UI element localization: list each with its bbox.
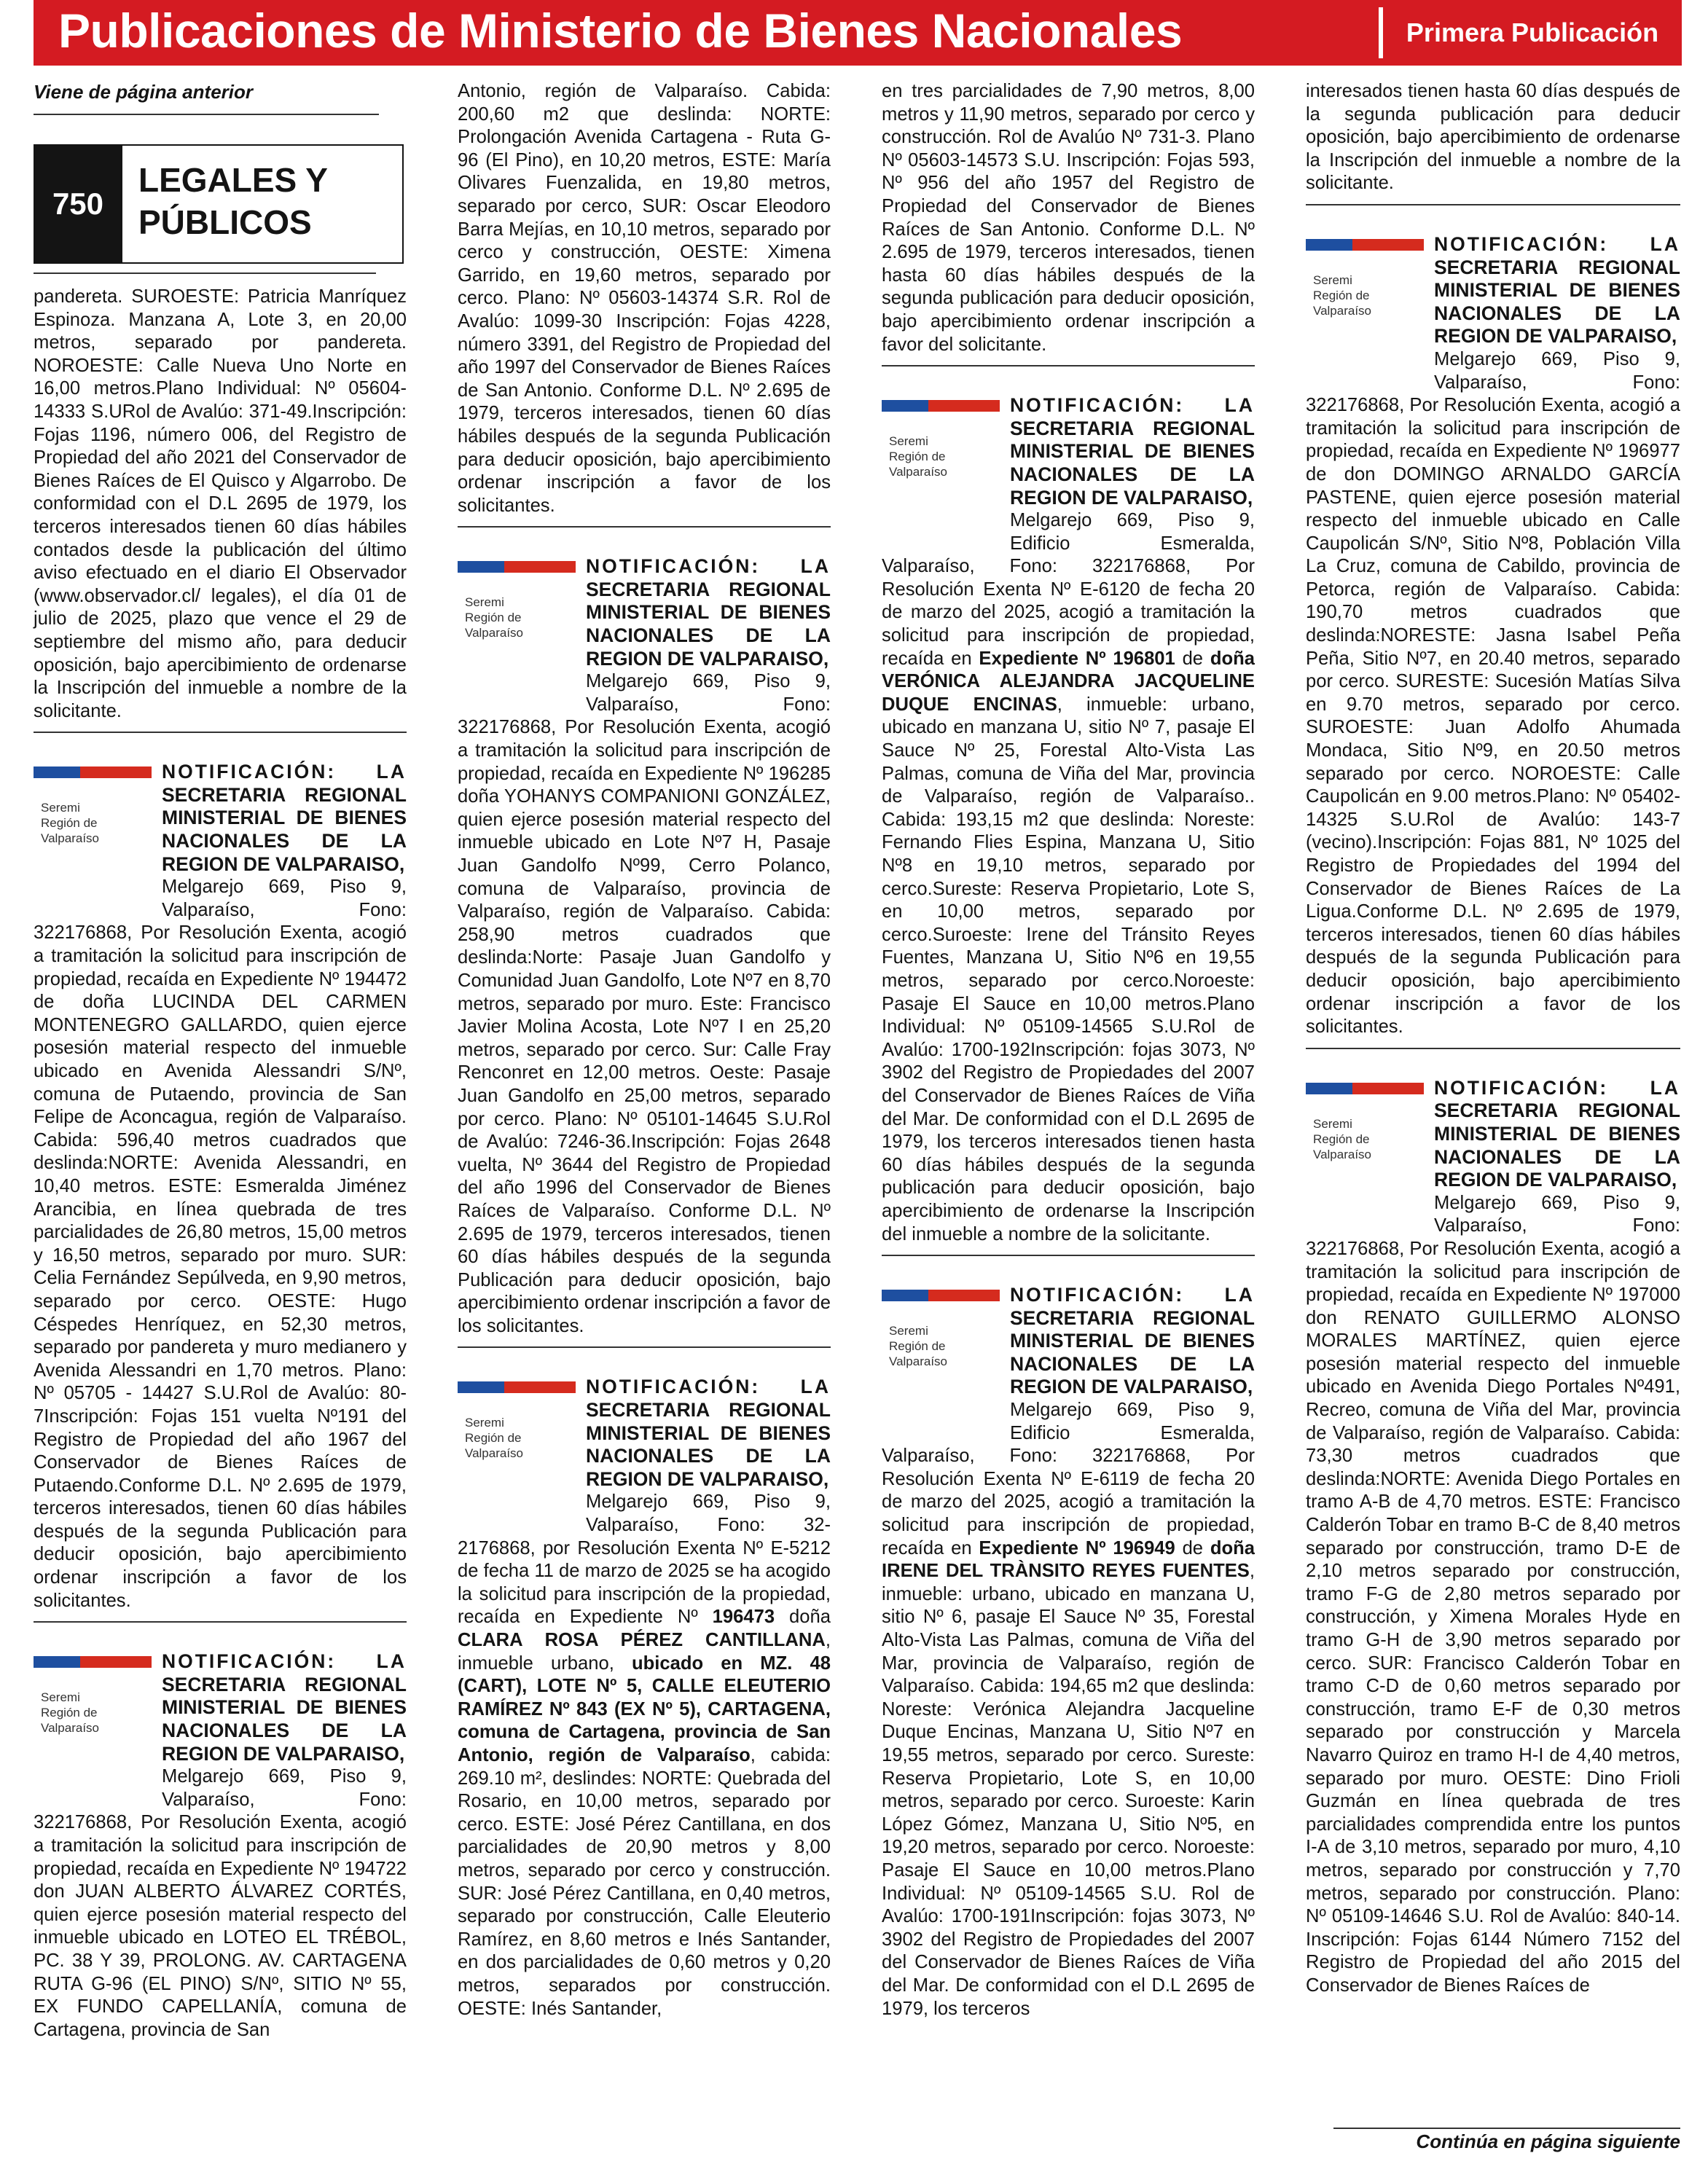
- chile-flag-icon: [458, 1381, 576, 1393]
- column-4: [1306, 80, 1680, 1998]
- notice: [458, 555, 831, 1338]
- column-1: [34, 80, 407, 2042]
- notice-body: Melgarejo 669, Piso 9, Valparaíso, Fono: 322176868, Por Resolución Exenta, acogió a tramitación la solicitud para inscripción de propiedad, recaída en Expediente Nº 194472 de doña LUCINDA DEL CARMEN MONTENEGRO GALLARDO, quien ejerce posesión material respecto del inmueble ubicado en Avenida Alessandri S/Nº, comuna de Putaendo, provincia de San Felipe de Aconcagua, región de Valparaíso. Cabida: 596,40 metros cuadrados que deslinda:NORTE: Avenida Alessandri, en 10,40 metros. ESTE: Esmeralda Jiménez Arancibia, en línea quebrada de tres parcialidades de 26,80 metros, 15,00 metros y 16,50 metros, separado por muro. SUR: Celia Fernández Sepúlveda, en 9,90 metros, separado por cerco. OESTE: Hugo Céspedes Henríquez, en 52,30 metros, separado por pandereta y muro medianero y Avenida Alessandri en 1,70 metros. Plano: Nº 05705 - 14427 S.U.Rol de Avalúo: 80-7Inscripción: Fojas 151 vuelta Nº191 del Registro de Propiedad del año 1967 del Conservador de Bienes Raíces de Putaendo.Conforme D.L. Nº 2.695 de 1979, terceros interesados, tienen 60 días hábiles después de la segunda Publicación para deducir oposición, bajo apercibimiento ordenar inscripción a favor de los solicitantes.: [34, 877, 407, 1611]
- seremi-logo: Seremi Región de Valparaíso: [458, 561, 576, 707]
- continued-notice-text: Antonio, región de Valparaíso. Cabida: 200,60 m2 que deslinda: NORTE: Prolongación Avenida Cartagena - Ruta G-96 (El Pino), en 10,20 metros, ESTE: María Olivares Fuenzalida, en 19,80 metros, separado por cerco, SUR: Oscar Eleodoro Barra Mejías, en 10,10 metros, separado por cerco y construcción, OESTE: Ximena Garrido, en 19,60 metros, separado por cerco. Plano: Nº 05603-14374 S.R. Rol de Avalúo: 1099-30 Inscripción: Fojas 4228, número 3391, del Registro de Propiedad del año 1997 del Conservador de Bienes Raíces de San Antonio. Conforme D.L. Nº 2.695 de 1979, terceros interesados, tienen 60 días hábiles después de la segunda Publicación para deducir oposición, bajo apercibimiento ordenar inscripción a favor de los solicitantes.: [458, 81, 831, 516]
- seremi-logo: Seremi Región de Valparaíso: [1306, 239, 1424, 385]
- notice-divider: [882, 1255, 1255, 1256]
- notice-divider: [1306, 204, 1680, 205]
- section-divider: [34, 272, 376, 274]
- section-name-line2: PÚBLICOS: [138, 203, 312, 241]
- notice-divider: [458, 1346, 831, 1348]
- seremi-logo: Seremi Región de Valparaíso: [458, 1381, 576, 1527]
- notice-divider: [34, 732, 407, 733]
- section-number: 750: [34, 144, 122, 264]
- notice: [34, 1650, 407, 2042]
- footer-divider: [1333, 2128, 1680, 2129]
- notice: [882, 1284, 1255, 2020]
- chile-flag-icon: [34, 1656, 152, 1668]
- continued-notice-text: en tres parcialidades de 7,90 metros, 8,00 metros y 11,90 metros, separado por cerco y construcción. Rol de Avalúo Nº 731-3. Plano Nº 05603-14573 S.U. Inscripción: Fojas 593, Nº 956 del año 1957 del Registro de Propiedad del Conservador de Bienes Raíces de San Antonio. Conforme D.L. Nº 2.695 de 1979, terceros interesados, tienen hasta 60 días hábiles después de la segunda publicación para deducir oposición, bajo apercibimiento ordenar inscripción a favor del solicitante.: [882, 81, 1255, 355]
- continued-on-next-page: Continúa en página siguiente: [1416, 2130, 1680, 2152]
- chile-flag-icon: [882, 400, 1000, 412]
- section-name: [122, 144, 404, 264]
- continued-from-label: Viene de página anterior: [34, 80, 379, 115]
- notice: [1306, 1077, 1680, 1998]
- seremi-logo: Seremi Región de Valparaíso: [1306, 1083, 1424, 1228]
- notice-divider: [34, 1621, 407, 1623]
- continued-notice-text: interesados tienen hasta 60 días después de la segunda publicación para deducir oposición, bajo apercibimiento de ordenarse la Inscripción del inmueble a nombre de la solicitante.: [1306, 81, 1680, 194]
- notice-divider: [882, 365, 1255, 366]
- section-name-line1: LEGALES Y: [138, 161, 328, 199]
- chile-flag-icon: [34, 766, 152, 778]
- chile-flag-icon: [882, 1290, 1000, 1301]
- column-2: [458, 80, 831, 2020]
- chile-flag-icon: [1306, 1083, 1424, 1094]
- seremi-logo: Seremi Región de Valparaíso: [882, 1290, 1000, 1435]
- notice: [1306, 233, 1680, 1039]
- publication-title: Publicaciones de Ministerio de Bienes Nacionales: [58, 4, 1183, 58]
- notice: [458, 1376, 831, 2020]
- notice-heading: NOTIFICACIÓN: LA SECRETARIA REGIONAL MINISTERIAL DE BIENES NACIONALES DE LA REGION DE VALPARAISO,: [586, 1376, 831, 1490]
- seremi-logo: Seremi Región de Valparaíso: [882, 400, 1000, 546]
- notice-heading: NOTIFICACIÓN: LA SECRETARIA REGIONAL MINISTERIAL DE BIENES NACIONALES DE LA REGION DE VALPARAISO,: [1010, 394, 1255, 509]
- page-header: [34, 0, 1682, 66]
- section-box: [34, 144, 407, 264]
- notice-heading: NOTIFICACIÓN: LA SECRETARIA REGIONAL MINISTERIAL DE BIENES NACIONALES DE LA REGION DE VALPARAISO,: [162, 761, 407, 875]
- notice-body: Melgarejo 669, Piso 9, Valparaíso, Fono: 32-2176868, por Resolución Exenta Nº E-5212 de fecha 11 de marzo de 2025 se ha acogido la solicitud para inscripción de la propiedad, recaída en Expediente Nº 196473 doña CLARA ROSA PÉREZ CANTILLANA, inmueble urbano, ubicado en MZ. 48 (CART), LOTE Nº 5, CALLE ELEUTERIO RAMÍREZ Nº 843 (EX Nº 5), CARTAGENA, comuna de Cartagena, provincia de San Antonio, región de Valparaíso, cabida: 269.10 m², deslindes: NORTE: Quebrada del Rosario, en 10,00 metros, separado por cerco. ESTE: José Pérez Cantillana, en dos parcialidades de 20,90 metros y 8,00 metros, separado por cerco y construcción. SUR: José Pérez Cantillana, en 0,40 metros, separado por construcción, Calle Eleuterio Ramírez, en 8,60 metros e Inés Santander, en dos parcialidades de 0,60 metros y 0,20 metros, separados por construcción. OESTE: Inés Santander,: [458, 1491, 831, 2019]
- chile-flag-icon: [458, 561, 576, 573]
- notice-body: Melgarejo 669, Piso 9, Valparaíso, Fono: 322176868, Por Resolución Exenta, acogió a tramitación la solicitud para inscripción de propiedad, recaída en Expediente Nº 196285 doña YOHANYS COMPANIONI GONZÁLEZ, quien ejerce posesión material respecto del inmueble ubicado en Lote Nº7 H, Pasaje Juan Gandolfo Nº99, Cerro Polanco, comuna de Valparaíso, provincia de Valparaíso, región de Valparaíso. Cabida: 258,90 metros cuadrados que deslinda:Norte: Pasaje Juan Gandolfo y Comunidad Juan Gandolfo, Lote Nº7 en 8,70 metros, separado por muro. Este: Francisco Javier Molina Acosta, Lote Nº7 I en 25,20 metros, separado por cerco. Sur: Calle Fray Renconret en 12,00 metros. Oeste: Pasaje Juan Gandolfo en 25,00 metros, separado por cerco. Plano: Nº 05101-14645 S.U.Rol de Avalúo: 7246-36.Inscripción: Fojas 2648 vuelta, Nº 3644 del Registro de Propiedad del año 1996 del Conservador de Bienes Raíces de Valparaíso. Conforme D.L. Nº 2.695 de 1979, terceros interesados, tienen 60 días hábiles después de la segunda Publicación para deducir oposición, bajo apercibimiento ordenar inscripción a favor de los solicitantes.: [458, 671, 831, 1336]
- first-publication-tag: Primera Publicación: [1379, 7, 1682, 58]
- notice-body: Melgarejo 669, Piso 9, Valparaíso, Fono: 322176868, Por Resolución Exenta, acogió a tramitación la solicitud para inscripción de propiedad, recaída en Expediente Nº 197000 don RENATO GUILLERMO ALONSO MORALES MARTÍNEZ, quien ejerce posesión material respecto del inmueble ubicado en Avenida Diego Portales Nº491, Recreo, comuna de Viña del Mar, provincia de Valparaíso, región de Valparaíso. Cabida: 73,30 metros cuadrados que deslinda:NORTE: Avenida Diego Portales en tramo A-B de 4,70 metros. ESTE: Francisco Calderón Tobar en tramo B-C de 8,40 metros separado por construcción, tramo D-E de 2,10 metros separado por construcción, tramo F-G de 2,80 metros separado por construcción, y Ximena Morales Hyde en tramo G-H de 3,90 metros separado por cerco. SUR: Francisco Calderón Tobar en tramo C-D de 0,60 metros separado por construcción, tramo E-F de 0,30 metros separado por construcción y Marcela Navarro Quiroz en tramo H-I de 4,40 metros, separado por muro. OESTE: Dino Frioli Guzmán en línea quebrada de tres parcialidades comprendida entre los puntos I-A de 3,10 metros, separado por muro, 4,10 metros, separado por construcción y 7,70 metros, separado por construcción. Plano: Nº 05109-14646 S.U. Rol de Avalúo: 840-14. Inscripción: Fojas 6144 Número 7152 del Registro de Propiedad del año 2015 del Conservador de Bienes Raíces de: [1306, 1192, 1680, 1996]
- notice-divider: [1306, 1048, 1680, 1049]
- continued-notice-text: pandereta. SUROESTE: Patricia Manríquez Espinoza. Manzana A, Lote 3, en 20,00 metros, separado por pandereta. NOROESTE: Calle Nueva Uno Norte en 16,00 metros.Plano Individual: Nº 05604-14333 S.URol de Avalúo: 371-49.Inscripción: Fojas 1196, número 006, del Registro de Propiedad del año 2021 del Conservador de Bienes Raíces de El Quisco y Algarrobo. De conformidad con el D.L 2695 de 1979, los terceros interesados tienen 60 días hábiles contados desde la publicación del último aviso efectuado en el diario El Observador (www.observador.cl/ legales), el día 01 de julio de 2025, plazo que vence el 29 de septiembre del mismo año, para deducir oposición, bajo apercibimiento de ordenarse la Inscripción del inmueble a nombre de la solicitante.: [34, 286, 407, 721]
- notice: [882, 394, 1255, 1246]
- column-3: [882, 80, 1255, 2020]
- notice-body: Melgarejo 669, Piso 9, Valparaíso, Fono: 322176868, Por Resolución Exenta, acogió a tramitación la solicitud para inscripción de propiedad, recaída en Expediente Nº 196977 de don DOMINGO ARNALDO GARCÍA PASTENE, quien ejerce posesión material respecto del inmueble ubicado en Calle Caupolicán S/Nº, Sitio Nº8, Población Villa La Cruz, comuna de Cabildo, provincia de Petorca, región de Valparaíso. Cabida: 190,70 metros cuadrados que deslinda:NORESTE: Jasna Isabel Peña Peña, Sitio Nº7, en 20.40 metros, separado por cerco. SURESTE: Sucesión Matías Silva en 9.70 metros, separado por cerco. SUROESTE: Juan Adolfo Ahumada Mondaca, Sitio Nº9, en 20.50 metros separado por cerco. NOROESTE: Calle Caupolicán en 9.00 metros.Plano: Nº 05402-14325 S.U.Rol de Avalúo: 143-7 (vecino).Inscripción: Fojas 881, Nº 1025 del Registro de Propiedades del 1994 del Conservador de Bienes Raíces de La Ligua.Conforme D.L. Nº 2.695 de 1979, terceros interesados, tienen 60 días hábiles después de la segunda Publicación para deducir oposición, bajo apercibimiento ordenar inscripción a favor de los solicitantes.: [1306, 348, 1680, 1038]
- notice-heading: NOTIFICACIÓN: LA SECRETARIA REGIONAL MINISTERIAL DE BIENES NACIONALES DE LA REGION DE VALPARAISO,: [162, 1650, 407, 1765]
- chile-flag-icon: [1306, 239, 1424, 251]
- notice: [34, 761, 407, 1612]
- notice-body: Melgarejo 669, Piso 9, Edificio Esmeralda, Valparaíso, Fono: 322176868, Por Resolución Exenta Nº E-6120 de fecha 20 de marzo del 2025, acogió a tramitación la solicitud para inscripción de propiedad, recaída en Expediente Nº 196801 de doña VERÓNICA ALEJANDRA JACQUELINE DUQUE ENCINAS, inmueble: urbano, ubicado en manzana U, sitio Nº 7, pasaje El Sauce Nº 25, Forestal Alto-Vista Las Palmas, comuna de Viña del Mar, provincia de Valparaíso, región de Valparaíso.. Cabida: 193,15 m2 que deslinda: Noreste: Fernando Flies Espina, Manzana U, Sitio Nº8 en 19,10 metros, separado por cerco.Sureste: Reserva Propietario, Lote S, en 10,00 metros, separado por cerco.Suroeste: Irene del Tránsito Reyes Fuentes, Manzana U, Sitio Nº6 en 19,55 metros, separado por cerco.Noroeste: Pasaje El Sauce en 10,00 metros.Plano Individual: Nº 05109-14565 S.U.Rol de Avalúo: 1700-192Inscripción: fojas 3073, Nº 3902 del Registro de Propiedades del 2007 del Conservador de Bienes Raíces de Viña del Mar. De conformidad con el D.L 2695 de 1979, los terceros interesados tienen hasta 60 días hábiles después de la segunda publicación para deducir oposición, bajo apercibimiento de ordenarse la Inscripción del inmueble a nombre de la solicitante.: [882, 510, 1255, 1244]
- notice-body: Melgarejo 669, Piso 9, Edificio Esmeralda, Valparaíso, Fono: 322176868, Por Resolución Exenta Nº E-6119 de fecha 20 de marzo del 2025, acogió a tramitación la solicitud para inscripción de propiedad, recaída en Expediente Nº 196949 de doña IRENE DEL TRÀNSITO REYES FUENTES, inmueble: urbano, ubicado en manzana U, sitio Nº 6, pasaje El Sauce Nº 35, Forestal Alto-Vista Las Palmas, comuna de Viña del Mar, provincia de Valparaíso, región de Valparaíso. Cabida: 194,65 m2 que deslinda: Noreste: Verónica Alejandra Jacqueline Duque Encinas, Manzana U, Sitio Nº7 en 19,55 metros, separado por cerco. Sureste: Reserva Propietario, Lote S, en 10,00 metros, separado por cerco. Suroeste: Karin López Gómez, Manzana U, Sitio Nº5, en 19,20 metros, separado por cerco. Noroeste: Pasaje El Sauce en 10,00 metros.Plano Individual: Nº 05109-14565 S.U. Rol de Avalúo: 1700-191Inscripción: fojas 3073, Nº 3902 del Registro de Propiedades del 2007 del Conservador de Bienes Raíces de Viña del Mar. De conformidad con el D.L 2695 de 1979, los terceros: [882, 1400, 1255, 2019]
- notice-heading: NOTIFICACIÓN: LA SECRETARIA REGIONAL MINISTERIAL DE BIENES NACIONALES DE LA REGION DE VALPARAISO,: [1434, 232, 1680, 348]
- seremi-logo: Seremi Región de Valparaíso: [34, 766, 152, 912]
- notice-divider: [458, 526, 831, 528]
- seremi-logo: Seremi Región de Valparaíso: [34, 1656, 152, 1802]
- notice-heading: NOTIFICACIÓN: LA SECRETARIA REGIONAL MINISTERIAL DE BIENES NACIONALES DE LA REGION DE VALPARAISO,: [1434, 1076, 1680, 1191]
- notice-heading: NOTIFICACIÓN: LA SECRETARIA REGIONAL MINISTERIAL DE BIENES NACIONALES DE LA REGION DE VALPARAISO,: [586, 555, 831, 670]
- notice-heading: NOTIFICACIÓN: LA SECRETARIA REGIONAL MINISTERIAL DE BIENES NACIONALES DE LA REGION DE VALPARAISO,: [1010, 1284, 1255, 1398]
- notice-body: Melgarejo 669, Piso 9, Valparaíso, Fono: 322176868, Por Resolución Exenta, acogió a tramitación la solicitud para inscripción de propiedad, recaída en Expediente Nº 194722 don JUAN ALBERTO ÁLVAREZ CORTÉS, quien ejerce posesión material respecto del inmueble ubicado en LOTEO EL TRÉBOL, PC. 38 Y 39, PROLONG. AV. CARTAGENA RUTA G-96 (EL PINO) S/Nº, SITIO Nº 55, EX FUNDO CAPELLANÍA, comuna de Cartagena, provincia de San: [34, 1766, 407, 2040]
